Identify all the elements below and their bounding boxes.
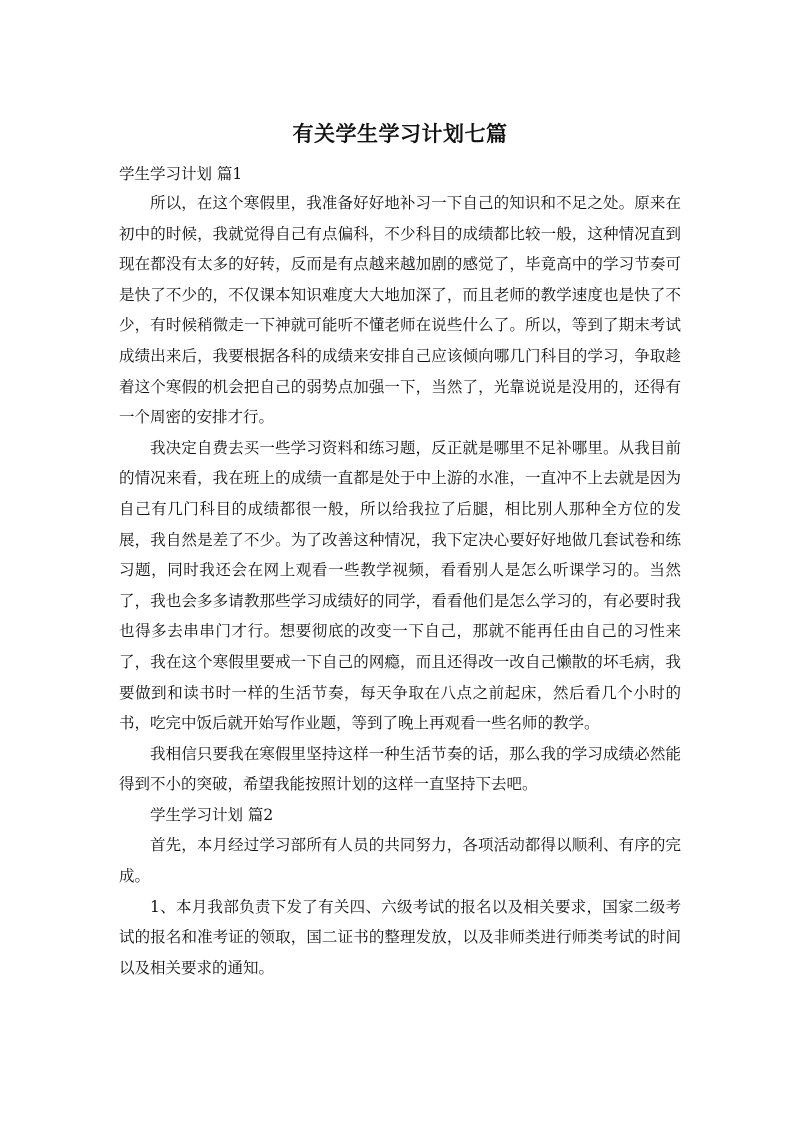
document-title: 有关学生学习计划七篇 bbox=[292, 122, 508, 146]
paragraph: 1、本月我部负责下发了有关四、六级考试的报名以及相关要求，国家二级考试的报名和准考证的领取，国二证书的整理发放，以及非师类进行师类考试的时间以及相关要求的通知。 bbox=[119, 897, 681, 977]
paragraph: 我决定自费去买一些学习资料和练习题，反正就是哪里不足补哪里。从我目前的情况来看，我在班上的成绩一直都是处于中上游的水准，一直冲不上去就是因为自己有几门科目的成绩都很一般，所以给我拉了后腿，相比别人那种全方位的发展，我自然是差了不少。为了改善这种情况，我下定决心要好好地做几套试卷和练习题，同时我还会在网上观看一些教学视频，看看别人是怎么听课学习的。当然了，我也会多多请教那些学习成绩好的同学，看看他们是怎么学习的，有必要时我也得多去串串门才行。想要彻底的改变一下自己，那就不能再任由自己的习性来了，我在这个寒假里要戒一下自己的网瘾，而且还得改一改自己懒散的坏毛病，我要做到和读书时一样的生活节奏，每天争取在八点之前起床，然后看几个小时的书，吃完中饭后就开始写作业题，等到了晚上再观看一些名师的教学。 bbox=[119, 438, 681, 733]
paragraph: 首先，本月经过学习部所有人员的共同努力，各项活动都得以顺利、有序的完成。 bbox=[119, 836, 681, 886]
document-body bbox=[119, 160, 681, 983]
section-heading-1: 学生学习计划 篇1 bbox=[119, 165, 243, 183]
paragraph: 我相信只要我在寒假里坚持这样一种生活节奏的话，那么我的学习成绩必然能得到不小的突破，希望我能按照计划的这样一直坚持下去吧。 bbox=[119, 744, 681, 794]
section-heading-2: 学生学习计划 篇2 bbox=[150, 805, 274, 824]
paragraph: 所以，在这个寒假里，我准备好好地补习一下自己的知识和不足之处。原来在初中的时候，我就觉得自己有点偏科，不少科目的成绩都比较一般，这种情况直到现在都没有太多的好转，反而是有点越来越加剧的感觉了，毕竟高中的学习节奏可是快了不少的，不仅课本知识难度大大地加深了，而且老师的教学速度也是快了不少，有时候稍微走一下神就可能听不懂老师在说些什么了。所以，等到了期末考试成绩出来后，我要根据各科的成绩来安排自己应该倾向哪几门科目的学习，争取趁着这个寒假的机会把自己的弱势点加强一下，当然了，光靠说说是没用的，还得有一个周密的安排才行。 bbox=[119, 194, 681, 427]
